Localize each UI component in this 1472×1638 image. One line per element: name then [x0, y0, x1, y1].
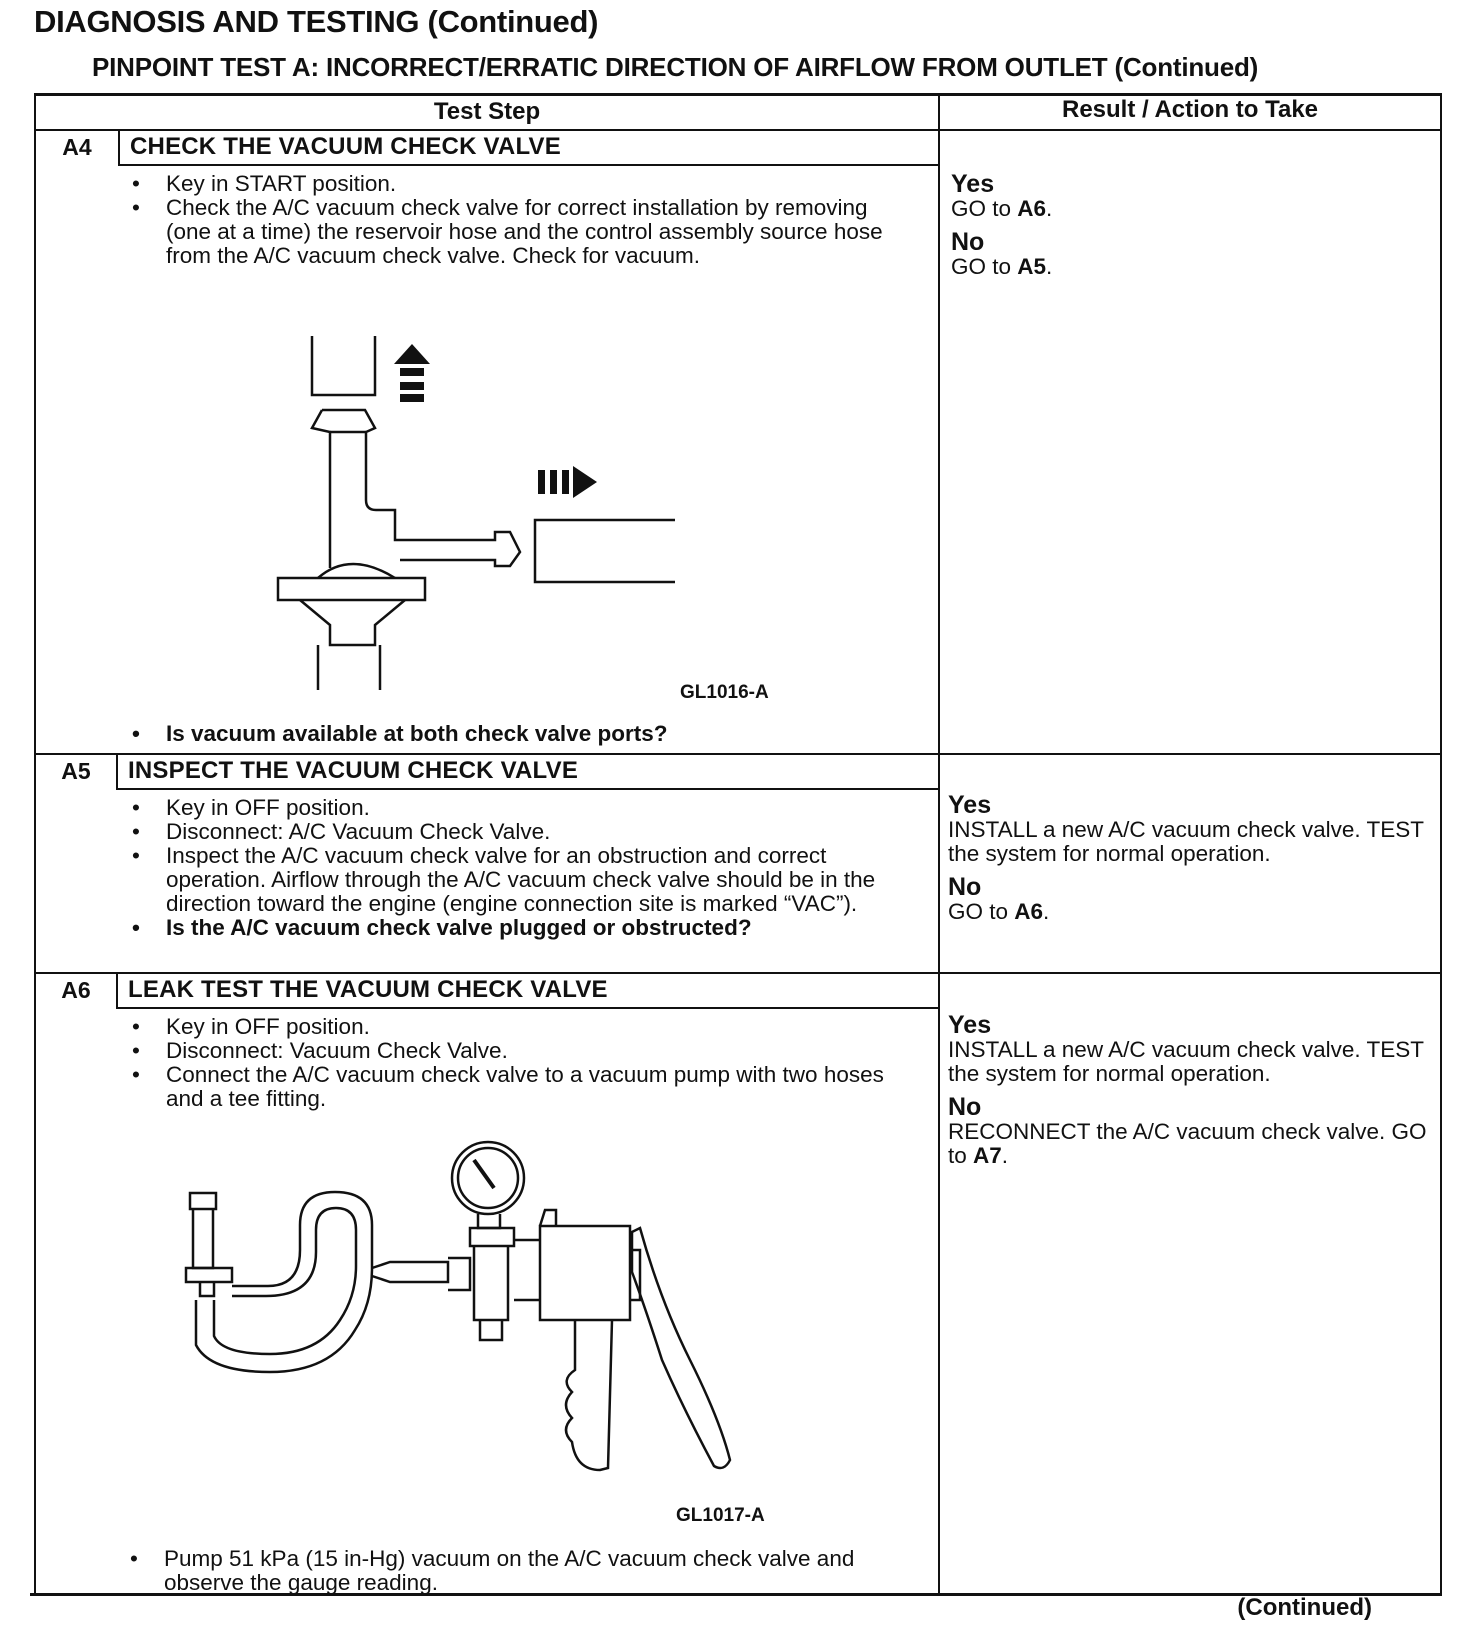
no-action: GO to A6. [948, 899, 1050, 924]
yes-label: Yes [948, 1011, 992, 1039]
step-title: INSPECT THE VACUUM CHECK VALVE [128, 757, 579, 784]
instruction-item: • Check the A/C vacuum check valve for correct installation by removing (one at a time) the reservoir hose and the control assembly source hose from the A/C vacuum check valve. Check for vacuum. [128, 196, 918, 268]
step-title: CHECK THE VACUUM CHECK VALVE [130, 133, 561, 160]
step-result [948, 1012, 1438, 1176]
page-title: DIAGNOSIS AND TESTING (Continued) [34, 4, 599, 39]
yes-action: GO to A6. [951, 196, 1053, 221]
goto-step-ref[interactable]: A6 [1017, 196, 1047, 221]
instruction-item: • Connect the A/C vacuum check valve to a vacuum pump with two hoses and a tee fitting. [128, 1063, 918, 1111]
question-item: • Is vacuum available at both check valve ports? [128, 722, 918, 746]
instruction-item: • Key in OFF position. [128, 796, 918, 820]
page-subtitle: PINPOINT TEST A: INCORRECT/ERRATIC DIRECTION OF AIRFLOW FROM OUTLET (Continued) [92, 52, 1259, 82]
instruction-item: • Disconnect: A/C Vacuum Check Valve. [128, 820, 918, 844]
instruction-item: • Key in OFF position. [128, 1015, 918, 1039]
no-action: GO to A5. [951, 254, 1053, 279]
yes-label: Yes [951, 170, 995, 198]
no-label: No [951, 228, 985, 256]
step-id: A4 [62, 134, 92, 160]
step-id: A5 [61, 758, 91, 784]
instruction-item: • Inspect the A/C vacuum check valve for an obstruction and correct operation. Airflow through the A/C vacuum check valve should be in the direction toward the engine (engine connection site is marked “VAC”). [128, 844, 918, 916]
goto-step-ref[interactable]: A6 [1014, 899, 1044, 924]
step-id: A6 [61, 977, 91, 1003]
goto-step-ref[interactable]: A5 [1017, 254, 1047, 279]
yes-action: INSTALL a new A/C vacuum check valve. TEST the system for normal operation. [948, 1037, 1424, 1086]
instruction-item: • Key in START position. [128, 172, 918, 196]
no-action: RECONNECT the A/C vacuum check valve. GO to A7. [948, 1119, 1427, 1168]
step-instructions-after-figure [126, 1547, 916, 1595]
figure-code: GL1017-A [676, 1505, 765, 1526]
question-item: • Is the A/C vacuum check valve plugged or obstructed? [128, 916, 918, 940]
figure-code: GL1016-A [680, 682, 769, 703]
no-label: No [948, 1093, 982, 1121]
continued-footer: (Continued) [1237, 1594, 1372, 1621]
instruction-item: • Pump 51 kPa (15 in-Hg) vacuum on the A/C vacuum check valve and observe the gauge reading. [126, 1547, 916, 1595]
yes-label: Yes [948, 791, 992, 819]
yes-action: INSTALL a new A/C vacuum check valve. TEST the system for normal operation. [948, 817, 1424, 866]
column-header-test-step: Test Step [433, 98, 541, 125]
step-title: LEAK TEST THE VACUUM CHECK VALVE [128, 976, 608, 1003]
no-label: No [948, 873, 982, 901]
instruction-item: • Disconnect: Vacuum Check Valve. [128, 1039, 918, 1063]
column-header-result: Result / Action to Take [1061, 96, 1319, 123]
goto-step-ref[interactable]: A7 [973, 1143, 1002, 1168]
